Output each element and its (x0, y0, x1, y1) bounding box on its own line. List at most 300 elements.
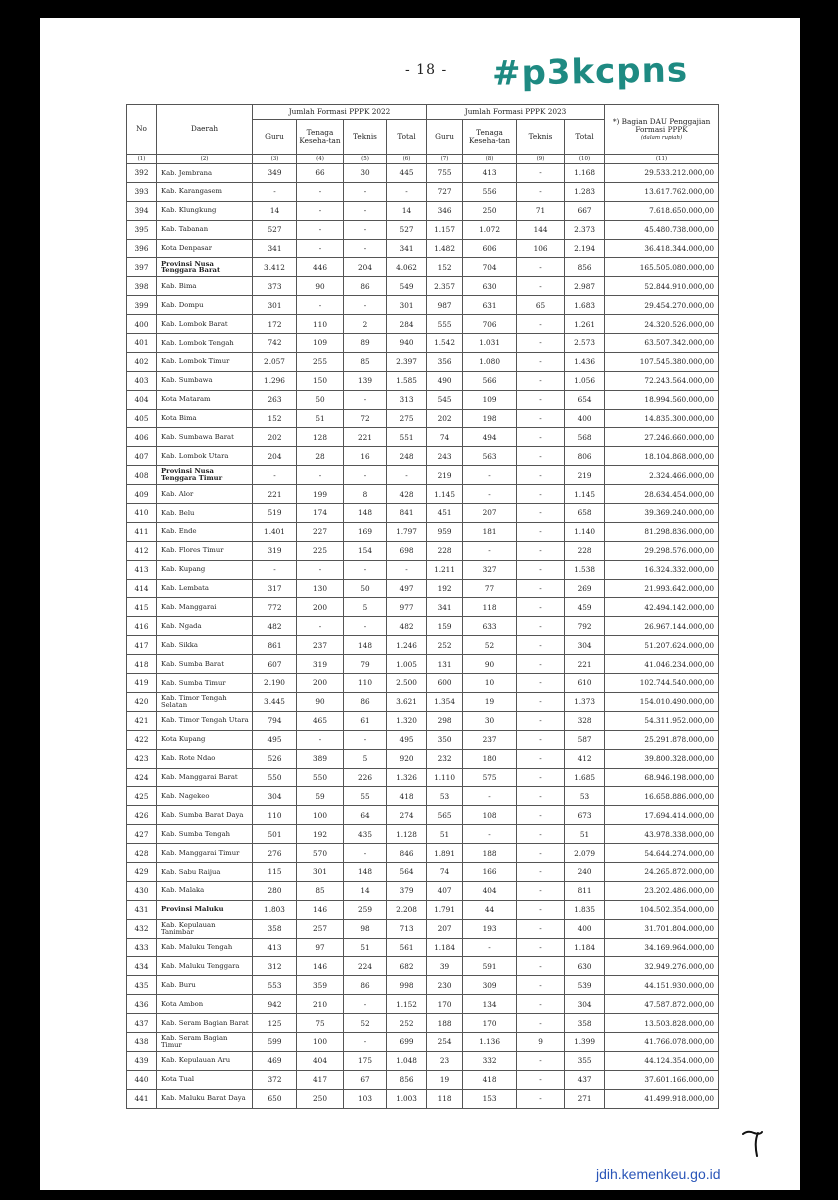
header-tenaga-2023: Tenaga Keseha-tan (463, 120, 517, 155)
cell-guru-2022: 14 (253, 201, 297, 220)
row-no: 408 (127, 466, 157, 485)
cell-guru-2022: 1.296 (253, 371, 297, 390)
header-guru-2022: Guru (253, 120, 297, 155)
cell-tenaga-2023: 180 (463, 749, 517, 768)
cell-total-2023: 610 (565, 674, 605, 693)
cell-teknis-2023: - (517, 844, 565, 863)
row-no: 398 (127, 277, 157, 296)
row-daerah: Kab. Malaka (157, 881, 253, 900)
cell-teknis-2022: - (344, 220, 387, 239)
row-no: 435 (127, 976, 157, 995)
cell-teknis-2023: 71 (517, 201, 565, 220)
row-daerah: Kota Tual (157, 1070, 253, 1089)
cell-tenaga-2022: 446 (297, 258, 344, 277)
cell-total-2023: 221 (565, 655, 605, 674)
cell-guru-2023: 1.542 (427, 334, 463, 353)
cell-teknis-2022: - (344, 201, 387, 220)
cell-total-2022: 445 (387, 164, 427, 183)
row-daerah: Provinsi Nusa Tenggara Timur (157, 466, 253, 485)
cell-teknis-2022: - (344, 617, 387, 636)
cell-guru-2023: 207 (427, 919, 463, 938)
cell-guru-2022: 221 (253, 485, 297, 504)
cell-guru-2023: 170 (427, 995, 463, 1014)
row-daerah: Kab. Sumbawa Barat (157, 428, 253, 447)
header-dau-unit: (dalam rupiah) (640, 134, 683, 141)
row-no: 415 (127, 598, 157, 617)
cell-guru-2022: 1.401 (253, 522, 297, 541)
cell-total-2022: 495 (387, 730, 427, 749)
row-no: 405 (127, 409, 157, 428)
table-row (127, 919, 719, 938)
row-daerah: Kab. Jembrana (157, 164, 253, 183)
cell-dau: 17.694.414.000,00 (605, 806, 719, 825)
cell-teknis-2022: 86 (344, 976, 387, 995)
cell-teknis-2022: 89 (344, 334, 387, 353)
row-daerah: Provinsi Maluku (157, 900, 253, 919)
cell-guru-2023: 188 (427, 1014, 463, 1033)
cell-tenaga-2023: 44 (463, 900, 517, 919)
cell-total-2023: 1.184 (565, 938, 605, 957)
cell-total-2023: 2.194 (565, 239, 605, 258)
cell-tenaga-2022: 90 (297, 277, 344, 296)
row-no: 418 (127, 655, 157, 674)
cell-dau: 16.324.332.000,00 (605, 560, 719, 579)
cell-total-2023: 2.373 (565, 220, 605, 239)
cell-total-2022: 418 (387, 787, 427, 806)
cell-guru-2023: 202 (427, 409, 463, 428)
col-number: (1) (127, 155, 157, 164)
cell-tenaga-2022: 174 (297, 504, 344, 523)
row-daerah: Kab. Sumba Barat (157, 655, 253, 674)
row-daerah: Kota Denpasar (157, 239, 253, 258)
cell-teknis-2022: 14 (344, 881, 387, 900)
cell-guru-2022: 317 (253, 579, 297, 598)
cell-guru-2022: 276 (253, 844, 297, 863)
cell-dau: 24.265.872.000,00 (605, 862, 719, 881)
cell-guru-2022: 172 (253, 315, 297, 334)
row-daerah: Kab. Kepulauan Tanimbar (157, 919, 253, 938)
cell-guru-2023: 254 (427, 1032, 463, 1051)
table-row (127, 201, 719, 220)
cell-dau: 107.545.380.000,00 (605, 352, 719, 371)
row-daerah: Kab. Manggarai Timur (157, 844, 253, 863)
cell-guru-2022: 2.190 (253, 674, 297, 693)
table-row (127, 504, 719, 523)
cell-total-2023: 459 (565, 598, 605, 617)
row-no: 407 (127, 447, 157, 466)
cell-dau: 21.993.642.000,00 (605, 579, 719, 598)
cell-guru-2023: 1.184 (427, 938, 463, 957)
cell-tenaga-2023: - (463, 541, 517, 560)
cell-tenaga-2023: 606 (463, 239, 517, 258)
table-row (127, 844, 719, 863)
cell-guru-2022: 599 (253, 1032, 297, 1051)
cell-total-2022: 1.585 (387, 371, 427, 390)
cell-guru-2023: 228 (427, 541, 463, 560)
cell-dau: 2.324.466.000,00 (605, 466, 719, 485)
cell-tenaga-2022: 51 (297, 409, 344, 428)
cell-total-2023: 400 (565, 409, 605, 428)
cell-tenaga-2023: 309 (463, 976, 517, 995)
cell-guru-2022: 2.057 (253, 352, 297, 371)
cell-teknis-2022: 221 (344, 428, 387, 447)
cell-teknis-2022: 5 (344, 749, 387, 768)
table-row (127, 957, 719, 976)
row-no: 410 (127, 504, 157, 523)
cell-tenaga-2022: 199 (297, 485, 344, 504)
row-no: 421 (127, 711, 157, 730)
cell-tenaga-2023: 207 (463, 504, 517, 523)
table-body (127, 164, 719, 1109)
cell-teknis-2022: 148 (344, 862, 387, 881)
cell-tenaga-2022: 90 (297, 692, 344, 711)
cell-total-2023: 539 (565, 976, 605, 995)
cell-dau: 44.124.354.000,00 (605, 1051, 719, 1070)
cell-tenaga-2023: 556 (463, 182, 517, 201)
cell-dau: 25.291.878.000,00 (605, 730, 719, 749)
cell-total-2023: 2.079 (565, 844, 605, 863)
cell-guru-2022: 280 (253, 881, 297, 900)
cell-tenaga-2022: 100 (297, 806, 344, 825)
cell-teknis-2023: - (517, 636, 565, 655)
cell-total-2023: 630 (565, 957, 605, 976)
row-daerah: Kab. Alor (157, 485, 253, 504)
cell-guru-2023: 1.157 (427, 220, 463, 239)
cell-guru-2023: 341 (427, 598, 463, 617)
row-daerah: Provinsi Nusa Tenggara Barat (157, 258, 253, 277)
row-daerah: Kab. Kupang (157, 560, 253, 579)
cell-guru-2023: 192 (427, 579, 463, 598)
table-row (127, 1014, 719, 1033)
cell-guru-2023: 987 (427, 296, 463, 315)
cell-tenaga-2022: 359 (297, 976, 344, 995)
cell-tenaga-2022: 66 (297, 164, 344, 183)
cell-dau: 7.618.650.000,00 (605, 201, 719, 220)
cell-total-2023: 240 (565, 862, 605, 881)
cell-teknis-2022: 85 (344, 352, 387, 371)
row-daerah: Kab. Bima (157, 277, 253, 296)
cell-dau: 52.844.910.000,00 (605, 277, 719, 296)
cell-total-2023: 228 (565, 541, 605, 560)
cell-tenaga-2023: - (463, 787, 517, 806)
cell-guru-2022: 550 (253, 768, 297, 787)
cell-teknis-2023: - (517, 995, 565, 1014)
cell-dau: 51.207.624.000,00 (605, 636, 719, 655)
cell-tenaga-2022: 130 (297, 579, 344, 598)
row-daerah: Kab. Sabu Raijua (157, 862, 253, 881)
cell-tenaga-2022: 28 (297, 447, 344, 466)
header-teknis-2023: Teknis (517, 120, 565, 155)
header-guru-2023: Guru (427, 120, 463, 155)
cell-dau: 47.587.872.000,00 (605, 995, 719, 1014)
cell-guru-2022: 607 (253, 655, 297, 674)
table-row (127, 182, 719, 201)
cell-tenaga-2022: - (297, 466, 344, 485)
row-no: 396 (127, 239, 157, 258)
cell-dau: 36.418.344.000,00 (605, 239, 719, 258)
cell-tenaga-2023: 77 (463, 579, 517, 598)
cell-tenaga-2023: 1.080 (463, 352, 517, 371)
cell-dau: 54.644.274.000,00 (605, 844, 719, 863)
cell-guru-2022: 861 (253, 636, 297, 655)
row-no: 416 (127, 617, 157, 636)
cell-tenaga-2023: 633 (463, 617, 517, 636)
cell-total-2023: 587 (565, 730, 605, 749)
cell-dau: 42.494.142.000,00 (605, 598, 719, 617)
cell-guru-2022: 1.803 (253, 900, 297, 919)
cell-dau: 18.104.868.000,00 (605, 447, 719, 466)
cell-guru-2023: 555 (427, 315, 463, 334)
header-daerah: Daerah (157, 105, 253, 155)
cell-total-2022: 252 (387, 1014, 427, 1033)
cell-tenaga-2022: 100 (297, 1032, 344, 1051)
cell-dau: 34.169.964.000,00 (605, 938, 719, 957)
cell-tenaga-2022: 301 (297, 862, 344, 881)
cell-dau: 54.311.952.000,00 (605, 711, 719, 730)
cell-tenaga-2022: 109 (297, 334, 344, 353)
cell-guru-2022: 301 (253, 296, 297, 315)
cell-dau: 23.202.486.000,00 (605, 881, 719, 900)
cell-guru-2023: 252 (427, 636, 463, 655)
table-row (127, 1032, 719, 1051)
row-no: 431 (127, 900, 157, 919)
cell-total-2022: 698 (387, 541, 427, 560)
cell-tenaga-2023: 418 (463, 1070, 517, 1089)
cell-teknis-2023: - (517, 466, 565, 485)
cell-guru-2023: 727 (427, 182, 463, 201)
cell-total-2022: 341 (387, 239, 427, 258)
row-daerah: Kab. Lombok Utara (157, 447, 253, 466)
cell-total-2022: 561 (387, 938, 427, 957)
cell-total-2022: 1.128 (387, 825, 427, 844)
row-no: 423 (127, 749, 157, 768)
cell-total-2022: 284 (387, 315, 427, 334)
cell-teknis-2022: 224 (344, 957, 387, 976)
row-no: 419 (127, 674, 157, 693)
cell-dau: 14.835.300.000,00 (605, 409, 719, 428)
cell-teknis-2022: 86 (344, 692, 387, 711)
cell-guru-2023: 159 (427, 617, 463, 636)
cell-dau: 154.010.490.000,00 (605, 692, 719, 711)
table-row (127, 258, 719, 277)
cell-teknis-2023: 144 (517, 220, 565, 239)
cell-dau: 24.320.526.000,00 (605, 315, 719, 334)
cell-tenaga-2023: 706 (463, 315, 517, 334)
row-daerah: Kab. Kepulauan Aru (157, 1051, 253, 1070)
cell-dau: 39.369.240.000,00 (605, 504, 719, 523)
cell-teknis-2023: - (517, 692, 565, 711)
cell-total-2023: 271 (565, 1089, 605, 1108)
cell-dau: 39.800.328.000,00 (605, 749, 719, 768)
cell-teknis-2023: - (517, 749, 565, 768)
cell-tenaga-2023: 630 (463, 277, 517, 296)
cell-guru-2023: 51 (427, 825, 463, 844)
cell-tenaga-2022: 319 (297, 655, 344, 674)
row-daerah: Kab. Ende (157, 522, 253, 541)
col-number: (2) (157, 155, 253, 164)
table-row (127, 825, 719, 844)
cell-total-2023: 1.436 (565, 352, 605, 371)
cell-teknis-2023: - (517, 485, 565, 504)
cell-teknis-2023: - (517, 334, 565, 353)
cell-guru-2023: 1.354 (427, 692, 463, 711)
row-no: 395 (127, 220, 157, 239)
cell-total-2022: 313 (387, 390, 427, 409)
cell-guru-2022: 349 (253, 164, 297, 183)
cell-tenaga-2022: 225 (297, 541, 344, 560)
cell-tenaga-2022: 570 (297, 844, 344, 863)
cell-tenaga-2022: 389 (297, 749, 344, 768)
table-row (127, 617, 719, 636)
table-row (127, 352, 719, 371)
cell-guru-2023: 356 (427, 352, 463, 371)
cell-tenaga-2022: 200 (297, 674, 344, 693)
cell-guru-2022: 942 (253, 995, 297, 1014)
row-daerah: Kota Kupang (157, 730, 253, 749)
cell-total-2023: 1.261 (565, 315, 605, 334)
cell-dau: 26.967.144.000,00 (605, 617, 719, 636)
cell-total-2022: 14 (387, 201, 427, 220)
cell-guru-2023: 346 (427, 201, 463, 220)
cell-teknis-2022: 30 (344, 164, 387, 183)
cell-teknis-2022: 86 (344, 277, 387, 296)
row-no: 401 (127, 334, 157, 353)
cell-tenaga-2023: 153 (463, 1089, 517, 1108)
cell-total-2023: 792 (565, 617, 605, 636)
cell-total-2022: 274 (387, 806, 427, 825)
cell-total-2023: 1.373 (565, 692, 605, 711)
cell-total-2022: 1.797 (387, 522, 427, 541)
cell-dau: 68.946.198.000,00 (605, 768, 719, 787)
cell-tenaga-2022: 210 (297, 995, 344, 1014)
cell-teknis-2023: - (517, 390, 565, 409)
cell-tenaga-2023: 198 (463, 409, 517, 428)
cell-tenaga-2022: 59 (297, 787, 344, 806)
cell-total-2022: 1.152 (387, 995, 427, 1014)
cell-tenaga-2023: 237 (463, 730, 517, 749)
cell-tenaga-2023: 566 (463, 371, 517, 390)
cell-total-2023: 811 (565, 881, 605, 900)
cell-total-2022: 549 (387, 277, 427, 296)
cell-guru-2022: 469 (253, 1051, 297, 1070)
table-row (127, 938, 719, 957)
cell-dau: 81.298.836.000,00 (605, 522, 719, 541)
cell-guru-2023: 19 (427, 1070, 463, 1089)
cell-guru-2023: 1.110 (427, 768, 463, 787)
cell-tenaga-2023: 404 (463, 881, 517, 900)
row-no: 414 (127, 579, 157, 598)
cell-guru-2022: 263 (253, 390, 297, 409)
cell-guru-2022: 413 (253, 938, 297, 957)
table-row (127, 598, 719, 617)
row-no: 409 (127, 485, 157, 504)
cell-total-2022: 2.208 (387, 900, 427, 919)
row-daerah: Kab. Manggarai (157, 598, 253, 617)
cell-total-2022: 2.397 (387, 352, 427, 371)
cell-teknis-2023: - (517, 825, 565, 844)
cell-tenaga-2023: 494 (463, 428, 517, 447)
cell-teknis-2023: - (517, 900, 565, 919)
cell-guru-2023: 243 (427, 447, 463, 466)
cell-teknis-2023: - (517, 579, 565, 598)
cell-teknis-2022: 226 (344, 768, 387, 787)
cell-total-2022: 856 (387, 1070, 427, 1089)
row-daerah: Kab. Karangasem (157, 182, 253, 201)
row-daerah: Kab. Sumba Timur (157, 674, 253, 693)
cell-guru-2023: 451 (427, 504, 463, 523)
cell-tenaga-2023: 109 (463, 390, 517, 409)
table-row (127, 1089, 719, 1108)
cell-tenaga-2022: - (297, 239, 344, 258)
table-row (127, 485, 719, 504)
cell-dau: 165.505.080.000,00 (605, 258, 719, 277)
cell-tenaga-2022: 237 (297, 636, 344, 655)
table-row (127, 277, 719, 296)
row-daerah: Kab. Lombok Tengah (157, 334, 253, 353)
row-no: 417 (127, 636, 157, 655)
row-no: 397 (127, 258, 157, 277)
cell-guru-2022: 204 (253, 447, 297, 466)
cell-total-2023: 1.538 (565, 560, 605, 579)
cell-teknis-2023: - (517, 522, 565, 541)
cell-total-2023: 51 (565, 825, 605, 844)
cell-tenaga-2022: 257 (297, 919, 344, 938)
cell-guru-2023: 959 (427, 522, 463, 541)
cell-total-2023: 355 (565, 1051, 605, 1070)
cell-teknis-2022: - (344, 1032, 387, 1051)
cell-tenaga-2023: 52 (463, 636, 517, 655)
cell-guru-2023: 298 (427, 711, 463, 730)
row-no: 413 (127, 560, 157, 579)
cell-teknis-2023: - (517, 730, 565, 749)
cell-guru-2023: 230 (427, 976, 463, 995)
col-number: (4) (297, 155, 344, 164)
cell-total-2023: 2.573 (565, 334, 605, 353)
cell-guru-2023: 118 (427, 1089, 463, 1108)
cell-total-2023: 658 (565, 504, 605, 523)
cell-tenaga-2023: 250 (463, 201, 517, 220)
col-number: (7) (427, 155, 463, 164)
cell-guru-2022: 482 (253, 617, 297, 636)
table-row (127, 655, 719, 674)
cell-total-2022: 564 (387, 862, 427, 881)
cell-total-2023: 358 (565, 1014, 605, 1033)
cell-tenaga-2022: 50 (297, 390, 344, 409)
row-no: 412 (127, 541, 157, 560)
cell-teknis-2023: - (517, 560, 565, 579)
cell-teknis-2023: - (517, 541, 565, 560)
cell-guru-2023: 1.145 (427, 485, 463, 504)
cell-tenaga-2022: 128 (297, 428, 344, 447)
cell-total-2022: 4.062 (387, 258, 427, 277)
cell-tenaga-2023: 591 (463, 957, 517, 976)
cell-guru-2023: 219 (427, 466, 463, 485)
table-row (127, 636, 719, 655)
cell-guru-2022: 125 (253, 1014, 297, 1033)
cell-tenaga-2023: 108 (463, 806, 517, 825)
footer-source-link[interactable]: jdih.kemenkeu.go.id (596, 1166, 721, 1182)
cell-total-2023: 856 (565, 258, 605, 277)
cell-teknis-2022: 175 (344, 1051, 387, 1070)
table-row (127, 674, 719, 693)
cell-guru-2022: 373 (253, 277, 297, 296)
cell-tenaga-2023: - (463, 466, 517, 485)
cell-total-2023: 328 (565, 711, 605, 730)
cell-teknis-2023: - (517, 674, 565, 693)
row-no: 430 (127, 881, 157, 900)
cell-total-2023: 1.145 (565, 485, 605, 504)
cell-guru-2023: 74 (427, 428, 463, 447)
